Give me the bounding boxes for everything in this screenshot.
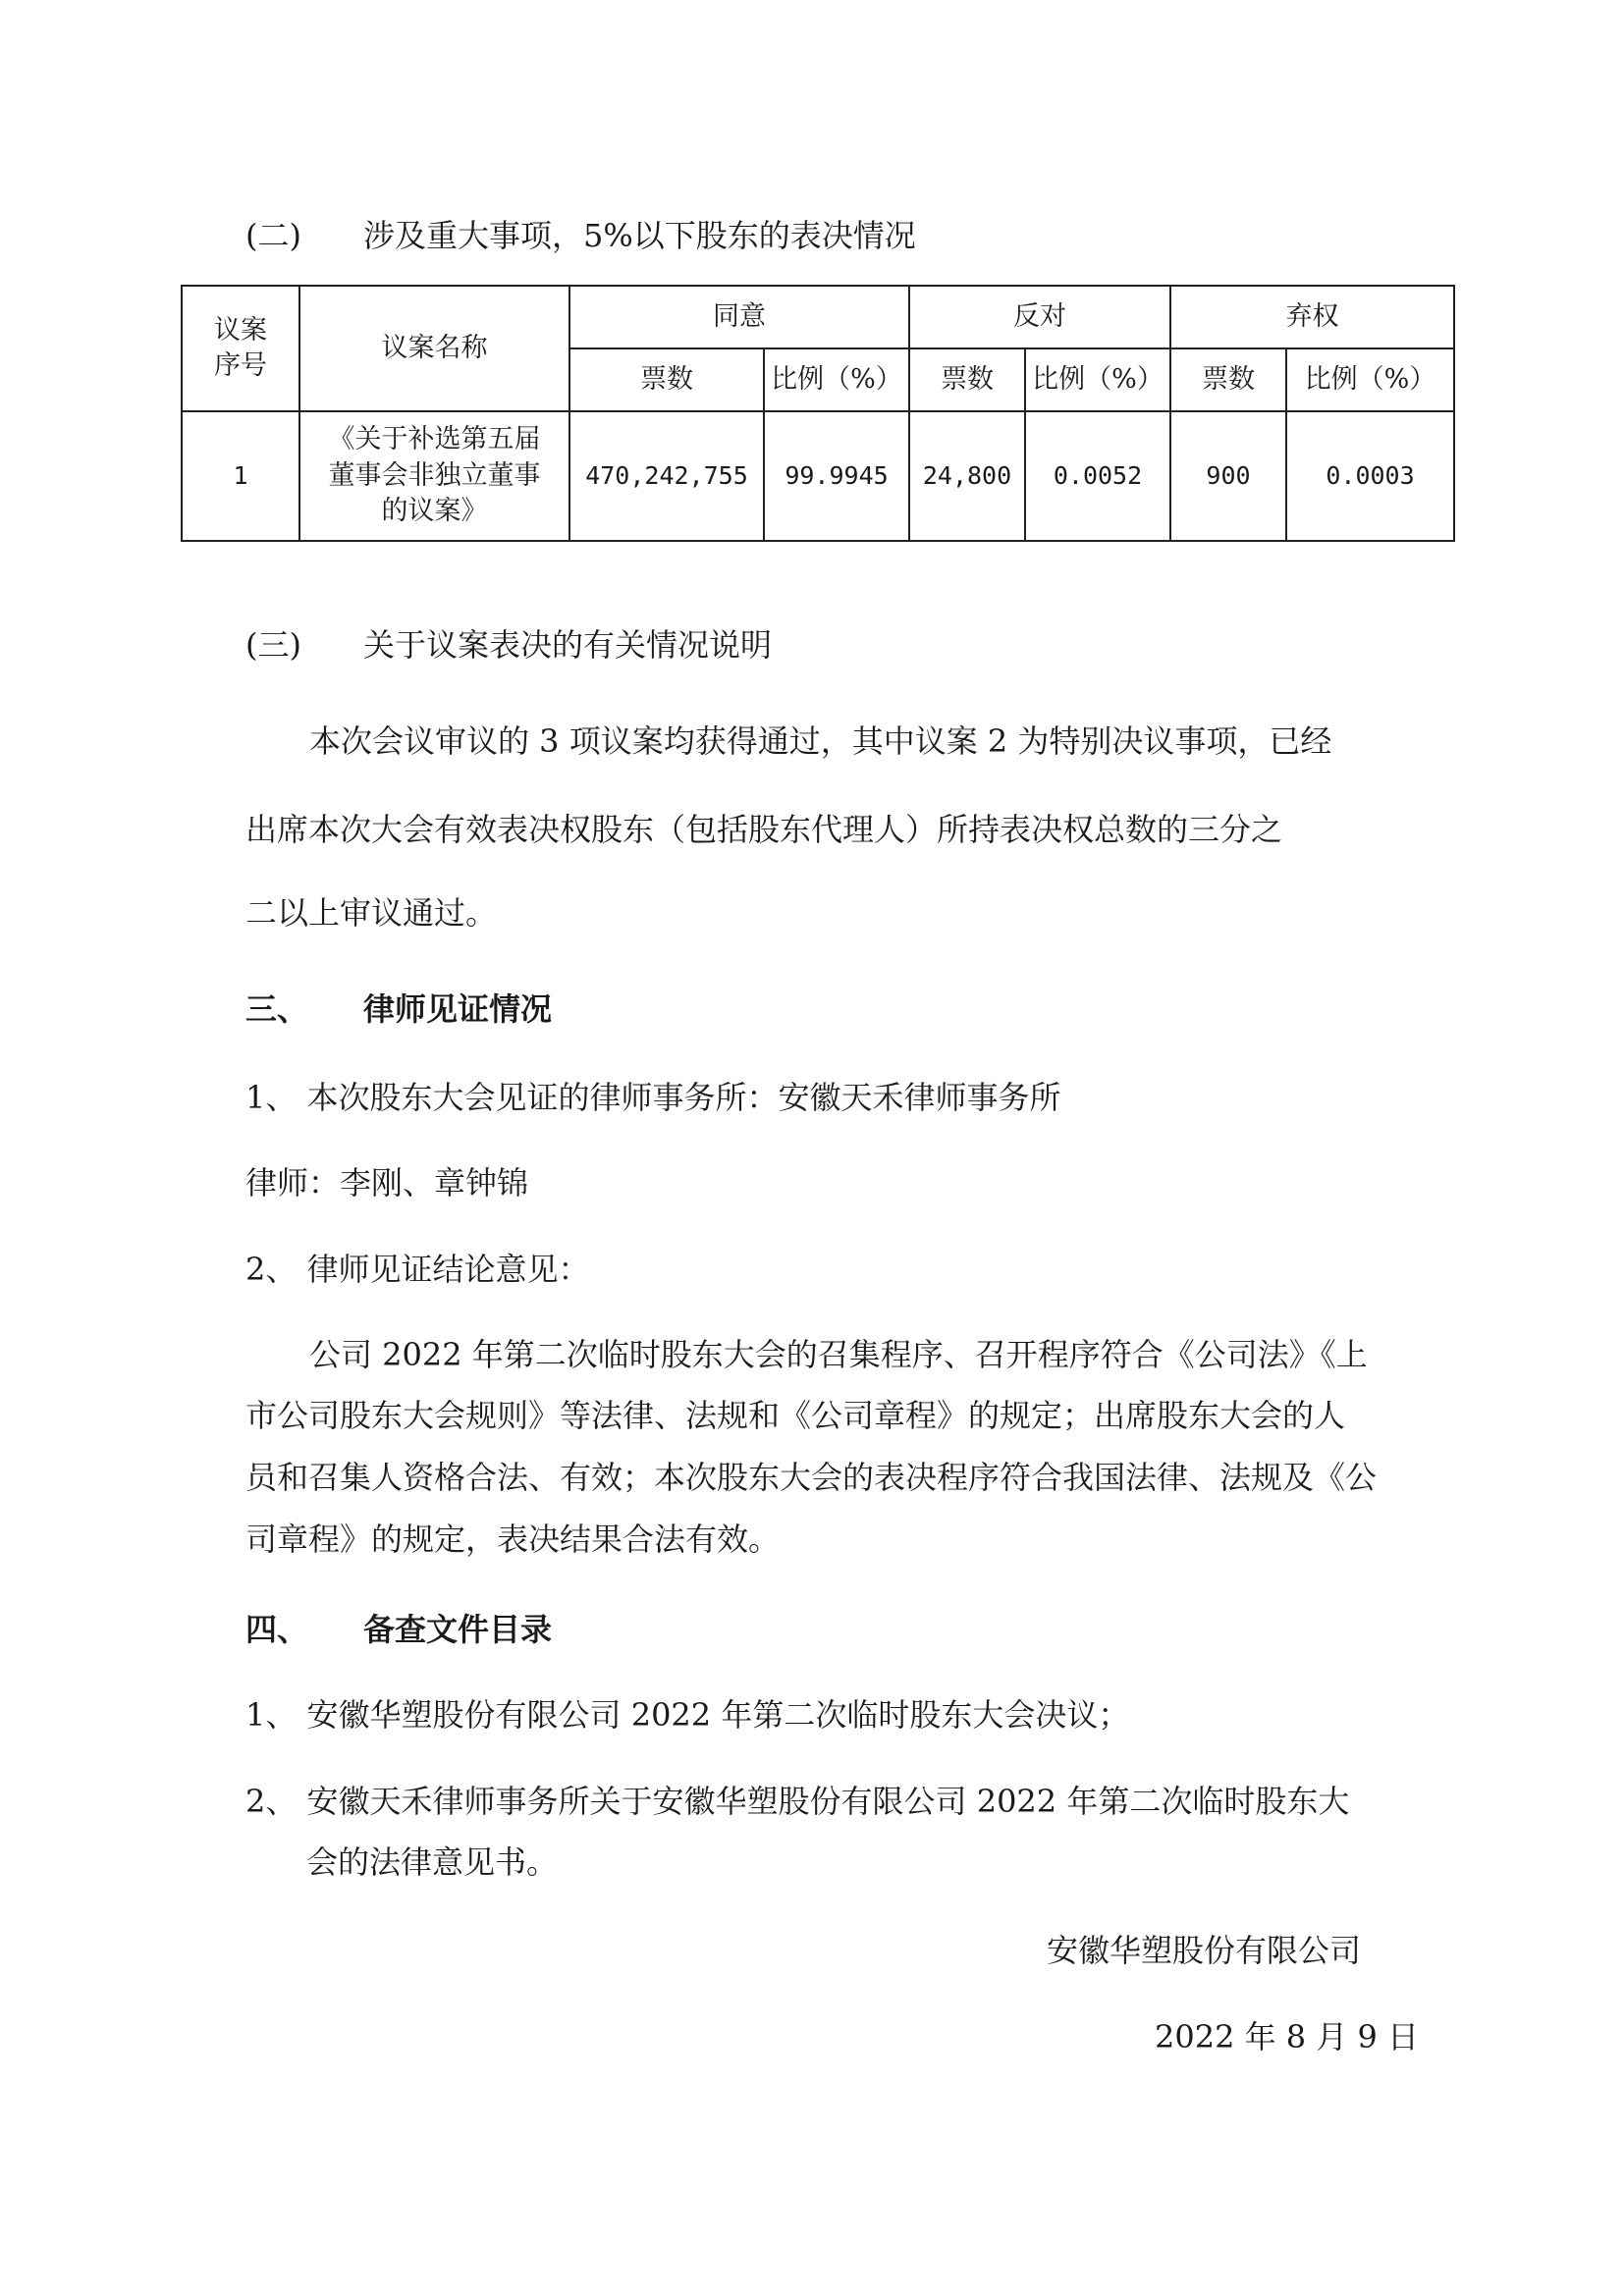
docs-section-marker: 四、 xyxy=(245,1611,309,1648)
lawyer-opinion-line2: 市公司股东大会规则》等法律、法规和《公司章程》的规定；出席股东大会的人 xyxy=(245,1397,1346,1434)
section-3-title: 关于议案表决的有关情况说明 xyxy=(363,626,773,664)
cell-abstain-ratio: 0.0003 xyxy=(1286,411,1454,541)
header-name: 议案名称 xyxy=(299,286,569,411)
cell-agree-votes: 470,242,755 xyxy=(569,411,764,541)
lawyer-names: 律师：李刚、章钟锦 xyxy=(245,1164,529,1201)
section-3-marker: (三) xyxy=(245,626,301,664)
lawyer-section-marker: 三、 xyxy=(245,990,309,1028)
subheader-agree-votes: 票数 xyxy=(569,348,764,411)
section-3-para-line2: 出席本次大会有效表决权股东（包括股东代理人）所持表决权总数的三分之 xyxy=(245,811,1283,848)
cell-proposal-name xyxy=(299,411,569,541)
section-3-para-line3: 二以上审议通过。 xyxy=(245,894,498,932)
subheader-against-ratio: 比例（%） xyxy=(1025,348,1170,411)
header-serial xyxy=(182,286,299,411)
header-serial-line1: 议案 xyxy=(214,314,267,346)
cell-serial: 1 xyxy=(182,411,299,541)
docs-item-2-line1: 2、 安徽天禾律师事务所关于安徽华塑股份有限公司 2022 年第二次临时股东大 xyxy=(245,1783,1350,1820)
header-against: 反对 xyxy=(909,286,1170,348)
lawyer-opinion-line4: 司章程》的规定，表决结果合法有效。 xyxy=(245,1521,781,1558)
signature-company: 安徽华塑股份有限公司 xyxy=(1047,1932,1362,1969)
section-3-para-line1: 本次会议审议的 3 项议案均获得通过，其中议案 2 为特别决议事项，已经 xyxy=(309,722,1332,760)
subheader-against-votes: 票数 xyxy=(909,348,1025,411)
cell-against-ratio: 0.0052 xyxy=(1025,411,1170,541)
lawyer-opinion-line3: 员和召集人资格合法、有效；本次股东大会的表决程序符合我国法律、法规及《公 xyxy=(245,1459,1378,1496)
header-serial-line2: 序号 xyxy=(214,350,267,381)
lawyer-opinion-line1: 公司 2022 年第二次临时股东大会的召集程序、召开程序符合《公司法》《上 xyxy=(309,1336,1368,1373)
header-abstain: 弃权 xyxy=(1170,286,1454,348)
docs-section-title: 备查文件目录 xyxy=(363,1611,553,1648)
docs-item-1: 1、 安徽华塑股份有限公司 2022 年第二次临时股东大会决议； xyxy=(245,1696,1130,1734)
cell-proposal-name-line2: 董事会非独立董事 xyxy=(328,459,541,491)
section-2-marker: (二) xyxy=(245,217,301,254)
subheader-agree-ratio: 比例（%） xyxy=(764,348,909,411)
header-agree: 同意 xyxy=(569,286,909,348)
lawyer-opinion-heading: 2、 律师见证结论意见： xyxy=(245,1251,590,1288)
docs-item-2-line2: 会的法律意见书。 xyxy=(306,1843,559,1881)
subheader-abstain-votes: 票数 xyxy=(1170,348,1286,411)
table-row xyxy=(182,411,1454,541)
signature-date: 2022 年 8 月 9 日 xyxy=(1155,2018,1420,2056)
cell-proposal-name-line3: 的议案》 xyxy=(381,496,488,527)
table-header-row xyxy=(182,286,1454,348)
lawyer-section-title: 律师见证情况 xyxy=(363,990,553,1028)
subheader-abstain-ratio: 比例（%） xyxy=(1286,348,1454,411)
cell-against-votes: 24,800 xyxy=(909,411,1025,541)
cell-abstain-votes: 900 xyxy=(1170,411,1286,541)
vote-table xyxy=(181,285,1455,542)
cell-agree-ratio: 99.9945 xyxy=(764,411,909,541)
cell-proposal-name-line1: 《关于补选第五届 xyxy=(328,424,541,455)
section-2-title: 涉及重大事项，5%以下股东的表决情况 xyxy=(363,217,916,254)
lawyer-firm-item: 1、 本次股东大会见证的律师事务所：安徽天禾律师事务所 xyxy=(245,1079,1061,1116)
